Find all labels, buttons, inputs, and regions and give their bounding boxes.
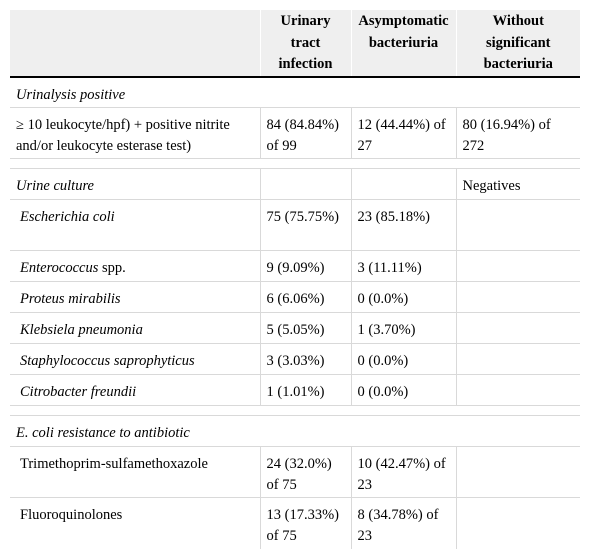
header-empty bbox=[10, 10, 260, 77]
header-asb: Asymptomatic bacteriuria bbox=[351, 10, 456, 77]
table-row bbox=[10, 498, 580, 549]
cell-uti: 9 (9.09%) bbox=[260, 251, 351, 282]
section-title: Urine culture bbox=[10, 169, 260, 200]
cell-wsb: 80 (16.94%) of 272 bbox=[456, 108, 580, 159]
cell-uti: 1 (1.01%) bbox=[260, 375, 351, 406]
cell-asb: 3 (11.11%) bbox=[351, 251, 456, 282]
table-row bbox=[10, 200, 580, 251]
section-title: Urinalysis positive bbox=[10, 77, 580, 108]
row-label: Citrobacter freundii bbox=[10, 375, 260, 406]
cell-asb: 0 (0.0%) bbox=[351, 282, 456, 313]
row-label-species: Enterococcus bbox=[20, 260, 99, 276]
table-row bbox=[10, 344, 580, 375]
row-label: ≥ 10 leukocyte/hpf) + positive nitrite and/or leukocyte esterase test) bbox=[10, 108, 260, 159]
row-label: Trimethoprim-sulfamethoxazole bbox=[10, 447, 260, 498]
row-label bbox=[10, 251, 260, 282]
section-row-resistance bbox=[10, 416, 580, 447]
section-row-urinalysis bbox=[10, 77, 580, 108]
row-label: Klebsiela pneumonia bbox=[10, 313, 260, 344]
table-row bbox=[10, 313, 580, 344]
cell-asb: 1 (3.70%) bbox=[351, 313, 456, 344]
table-header-row bbox=[10, 10, 580, 77]
header-wsb: Without significant bacteriuria bbox=[456, 10, 580, 77]
cell-uti: 6 (6.06%) bbox=[260, 282, 351, 313]
row-label: Escherichia coli bbox=[10, 200, 260, 251]
cell-asb: 10 (42.47%) of 23 bbox=[351, 447, 456, 498]
cell-uti: 75 (75.75%) bbox=[260, 200, 351, 251]
section-title: E. coli resistance to antibiotic bbox=[10, 416, 580, 447]
header-uti: Urinary tract infection bbox=[260, 10, 351, 77]
table-row bbox=[10, 251, 580, 282]
row-label: Proteus mirabilis bbox=[10, 282, 260, 313]
cell-asb: 23 (85.18%) bbox=[351, 200, 456, 251]
spacer-row bbox=[10, 159, 580, 169]
row-label: Fluoroquinolones bbox=[20, 507, 123, 523]
row-label-suffix: spp. bbox=[98, 260, 126, 276]
cell-negatives: Negatives bbox=[456, 169, 580, 200]
cell-asb: 0 (0.0%) bbox=[351, 375, 456, 406]
cell-asb: 0 (0.0%) bbox=[351, 344, 456, 375]
table-row bbox=[10, 375, 580, 406]
results-table bbox=[10, 10, 580, 549]
cell-uti: 13 (17.33%) of 75 bbox=[260, 498, 351, 549]
cell-uti: 3 (3.03%) bbox=[260, 344, 351, 375]
cell-uti: 84 (84.84%) of 99 bbox=[260, 108, 351, 159]
cell-uti: 24 (32.0%) of 75 bbox=[260, 447, 351, 498]
table-row bbox=[10, 447, 580, 498]
cell-uti: 5 (5.05%) bbox=[260, 313, 351, 344]
row-label: Staphylococcus saprophyticus bbox=[10, 344, 260, 375]
section-row-culture bbox=[10, 169, 580, 200]
table-row bbox=[10, 108, 580, 159]
cell-asb: 8 (34.78%) of 23 bbox=[351, 498, 456, 549]
spacer-row bbox=[10, 406, 580, 416]
cell-asb: 12 (44.44%) of 27 bbox=[351, 108, 456, 159]
table-row bbox=[10, 282, 580, 313]
